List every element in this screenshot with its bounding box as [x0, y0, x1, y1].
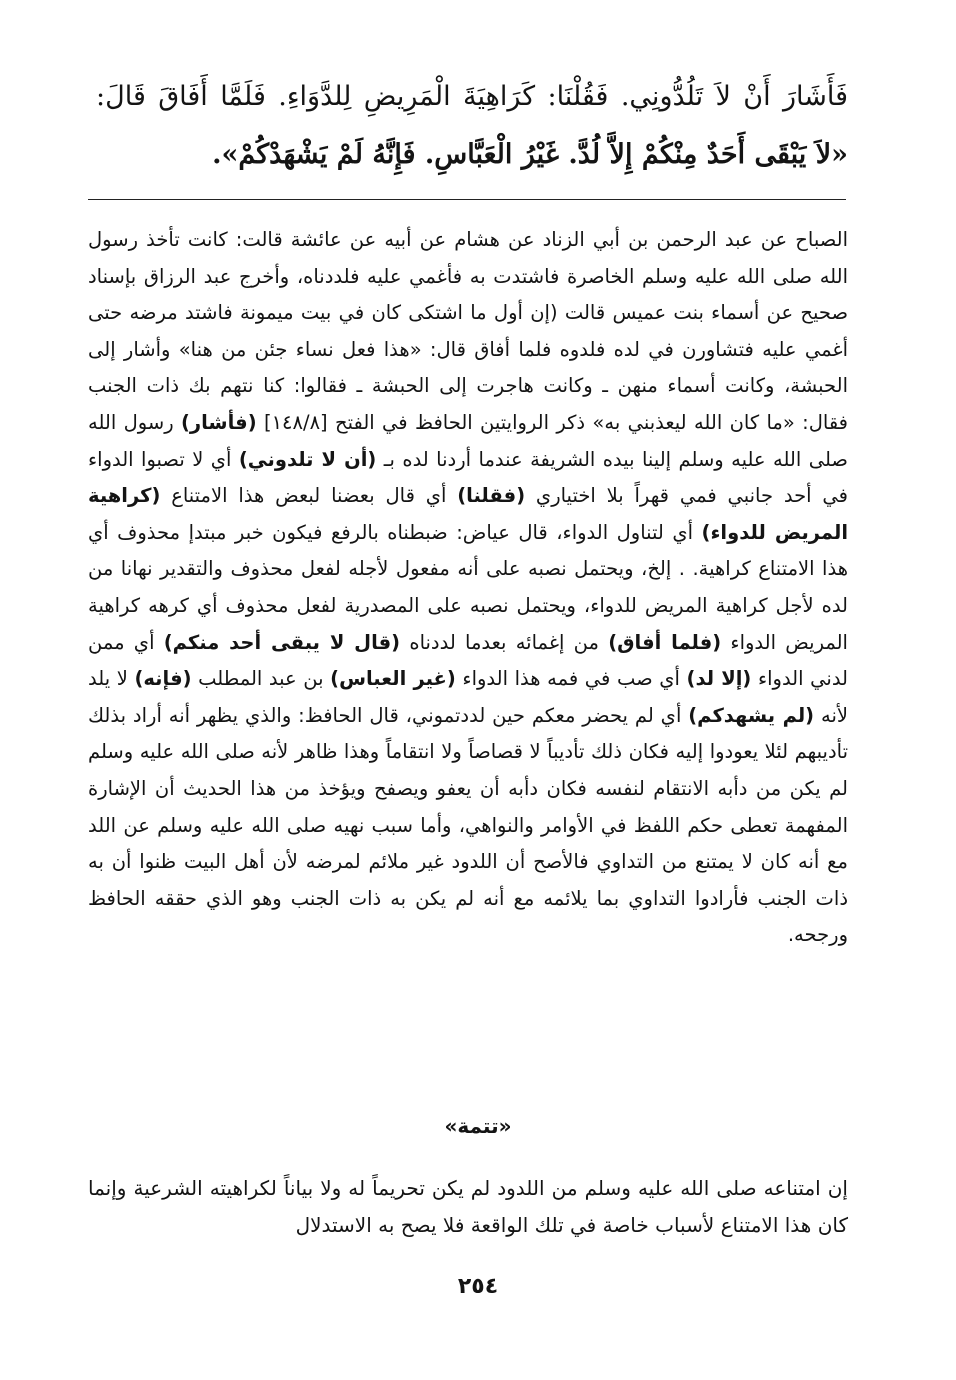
commentary-segment: من إغمائه بعدما لددناه [400, 630, 609, 654]
commentary-keyword: (فأشار) [180, 410, 257, 434]
hadith-quote: «لاَ يَبْقَى أَحَدٌ مِنْكُمْ إِلاَّ لُدَّ. غَيْرُ الْعَبَّاسِ. فَإِنَّهُ لَمْ يَشْهَدْكُمْ». [212, 139, 848, 170]
section-heading: «تتمة» [444, 1114, 512, 1138]
hadith-intro: فَأَشَارَ أَنْ لاَ تَلُدُّونِي. فَقُلْنَا: كَرَاهِيَةَ الْمَرِيضِ لِلدَّوَاءِ. فَلَمَّا أَفَاقَ قَالَ: [96, 81, 848, 112]
commentary-segment: أي لتناول الدواء، قال عياض: ضبطناه بالرفع فيكون خبر مبتدإ محذوف أي هذا الامتناع كراهية. . إلخ، ويحتمل نصبه على أنه مفعول لأجله لفعل محذوف والتقدير نهانا من لده لأجل كراهية المريض للدواء، ويحتمل نصبه على المصدرية لفعل محذوف أي كرهه كراهية المريض الدواء [88, 520, 848, 654]
commentary-keyword: (غير العباس) [330, 667, 456, 691]
commentary-segment: أي لم يحضر معكم حين لددتموني، قال الحافظ: والذي يظهر أنه أراد بذلك تأديبهم لئلا يعودوا إليه فكان ذلك تأديباً لا قصاصاً ولا انتقاماً وهذا ظاهر لأنه صلى الله عليه وسلم لم يكن من دأبه الانتقام لنفسه فكان دأبه أن يعفو ويصفح ويؤخذ من هذا الحديث أن الإشارة المفهمة تعطى حكم اللفظ في الأوامر والنواهي، وأما سبب نهيه صلى الله عليه وسلم عن اللد مع أنه كان لا يمتنع من التداوي فالأصح أن اللدود غير ملائم لمرضه لأن أهل البيت ظنوا أن به ذات الجنب فأرادوا التداوي بما يلائمه مع أنه لم يكن به ذات الجنب وهو الذي حققه الحافظ ورجحه. [88, 703, 848, 947]
commentary-keyword: (إلا لد) [686, 667, 752, 691]
page-number: ٢٥٤ [457, 1274, 499, 1299]
commentary-segment: بن عبد المطلب [191, 667, 331, 691]
commentary-keyword: (لم يشهدكم) [688, 703, 815, 727]
commentary-segment: أي قال بعضنا لبعض هذا الامتناع [160, 484, 458, 508]
commentary-segment: الصباح عن عبد الرحمن بن أبي الزناد عن هشام عن أبيه عن عائشة قالت: كانت تأخذ رسول الله صلى الله عليه وسلم الخاصرة فاشتدت به فأغمي عليه فلددناه، وأخرج عبد الرزاق بإسناد صحيح عن أسماء بنت عميس قالت (إن أول ما اشتكى كان في بيت ميمونة فاشتد مرضه حتى أغمي عليه فتشاورن في لده فلدوه فلما أفاق قال: «هذا فعل نساء جئن من هنا» وأشار إلى الحبشة، وكانت أسماء منهن ـ وكانت هاجرت إلى الحبشة ـ فقالوا: كنا نتهم بك ذات الجنب فقال: «ما كان الله ليعذبني به» ذكر الروايتين الحافظ في الفتح [١٤٨/٨] [88, 228, 849, 434]
commentary-paragraph [88, 222, 848, 954]
commentary-segment: لا يلد لأنه [88, 667, 848, 727]
commentary-keyword: (أن لا تلدوني) [238, 447, 377, 471]
commentary-segment: أي ممن لدني الدواء [88, 630, 848, 691]
commentary-segment: أي صب في فمه هذا الدواء [455, 667, 687, 691]
footnote-separator-rule [88, 199, 846, 200]
conclusion-paragraph: إن امتناعه صلى الله عليه وسلم من اللدود لم يكن تحريماً له ولا بياناً لكراهيته الشرعية وإنما كان هذا الامتناع لأسباب خاصة في تلك الواقعة فلا يصح به الاستدلال [88, 1176, 848, 1237]
commentary-keyword: (فقلنا) [457, 484, 526, 508]
commentary-segment: رسول الله صلى الله عليه وسلم إلينا بيده الشريفة عندما أردنا لده بـ [88, 410, 848, 471]
commentary-keyword: (فلما أفاق) [608, 630, 722, 654]
commentary-keyword: (فإنه) [134, 667, 192, 691]
commentary-keyword: (قال لا يبقى أحد منكم) [163, 630, 401, 654]
commentary-segment: أي لا تصبوا الدواء في أحد جانبي فمي قهراً بلا اختياري [88, 447, 848, 508]
commentary-keyword: (كراهية المريض للدواء) [88, 484, 848, 544]
hadith-text [96, 68, 848, 184]
